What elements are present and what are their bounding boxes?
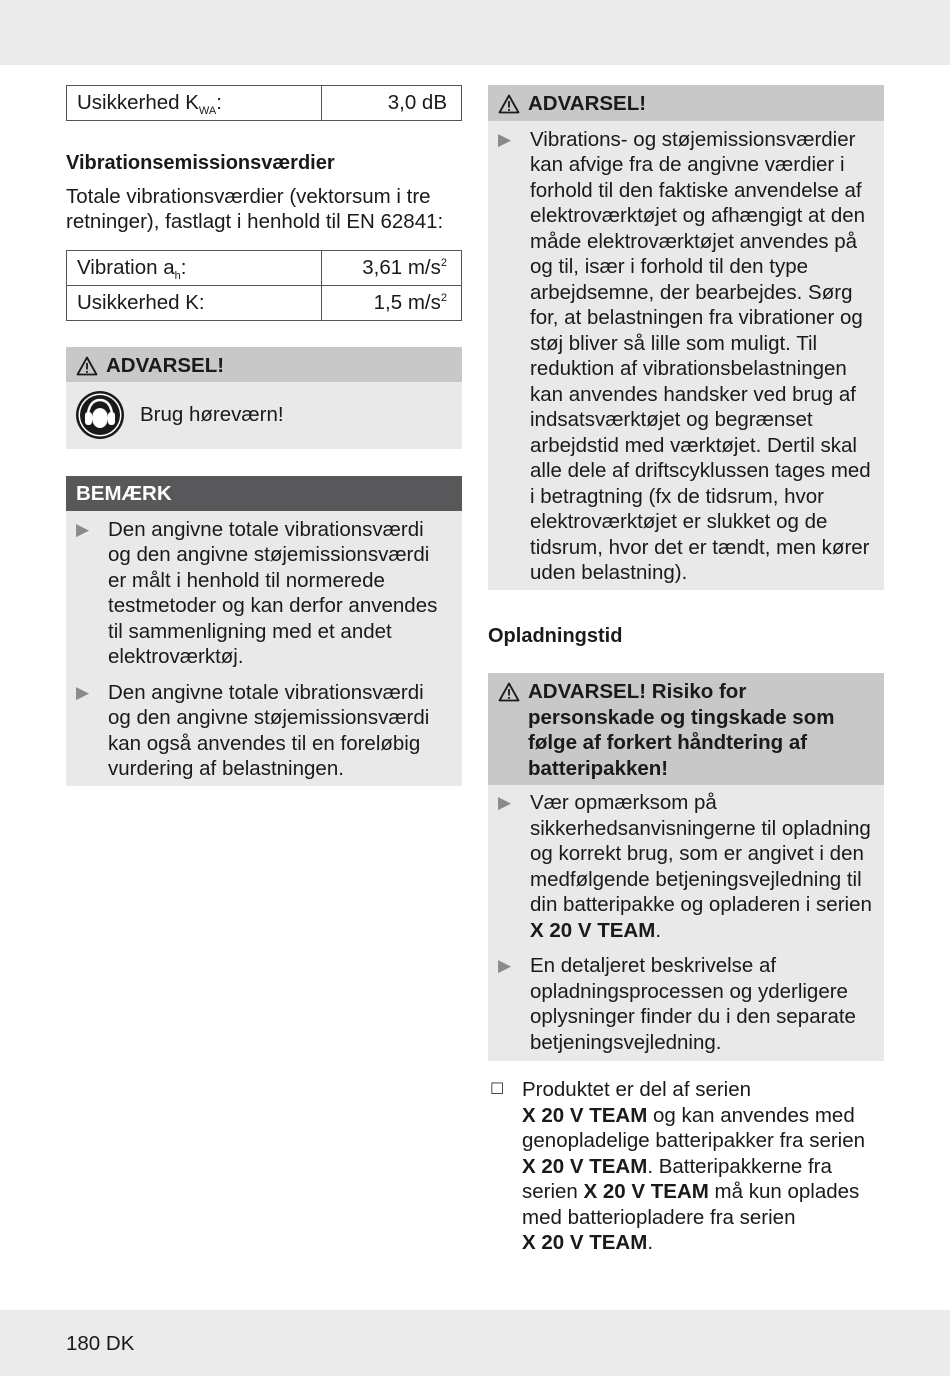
warning-title: ADVARSEL!: [528, 92, 647, 115]
warning-title: ADVARSEL! Risiko for personskade og tingskade som følge af forkert håndtering af batteripakken!: [528, 680, 835, 780]
table-row: [67, 250, 462, 285]
list-item: ▶ En detaljeret beskrivelse af opladningsprocessen og yderligere oplysninger finder du i den separate betjeningsvejledning.: [498, 954, 856, 1054]
warning-text: Brug høreværn!: [140, 403, 284, 427]
page-header-band: [0, 0, 950, 65]
checkbox-square-icon: ☐: [490, 1081, 505, 1098]
spec-label: Vibration a: [77, 255, 175, 279]
spec-label: Usikkerhed K:: [67, 285, 322, 320]
warning-triangle-icon: [498, 682, 520, 702]
bullet-arrow-icon: ▶: [76, 519, 90, 539]
warning-header: [488, 673, 884, 785]
bullet-arrow-icon: ▶: [498, 129, 512, 149]
noise-uncertainty-table: [66, 85, 462, 121]
warning-triangle-icon: [76, 356, 98, 376]
page-number: 180 DK: [66, 1332, 135, 1355]
right-column: [488, 85, 884, 1256]
spec-value: 3,61 m/s: [362, 255, 441, 279]
bullet-arrow-icon: ▶: [498, 956, 512, 975]
vibration-heading: Vibrationsemissionsværdier: [66, 152, 335, 174]
warning-title: ADVARSEL!: [106, 353, 225, 377]
battery-warning: [488, 673, 884, 1061]
note-box: [66, 476, 462, 786]
spec-value: 1,5 m/s: [373, 290, 441, 314]
list-item: ▶ Vibrations- og støjemissionsværdier kan afvige fra de angivne værdier i forhold til den faktiske anvendelse af elektroværktøjet og afhængigt at den måde elektroværktøjet anvendes på og til, især i forhold til den type arbejdsemne, der bearbejdes. Sørg for, at belastningen fra vibrationer og støj bliver så lille som muligt. Til reduktion af vibrationsbelastningen kan anvendes handsker ved brug af indsatsværktøjet og begrænset arbejdstid med værktøjet. Dertil skal alle dele af driftscyklussen tages med i betragtning (fx de tidsrum, hvor elektroværktøjet er slukket og de tidsrum, hvor det er tændt, men kører uden belastning).: [498, 127, 871, 584]
spec-label-colon: :: [216, 91, 222, 115]
spec-value: 3,0 dB: [322, 86, 462, 121]
spec-value-superscript: 2: [440, 291, 447, 304]
spec-label-subscript: WA: [198, 105, 217, 118]
page-footer-band: [0, 1310, 950, 1376]
list-item: ▶ Den angivne totale vibrationsværdi og den angivne støjemissionsværdi kan også anvendes til en foreløbig vurdering af belastningen.: [76, 680, 430, 780]
bullet-arrow-icon: ▶: [76, 682, 90, 702]
vibration-intro: Totale vibrationsværdier (vektorsum i tre retninger), fastlagt i henhold til EN 62841:: [66, 184, 444, 233]
spec-label: Usikkerhed K: [77, 91, 199, 115]
left-column: [66, 85, 462, 786]
warning-header: [66, 347, 462, 383]
vibration-table: [66, 250, 462, 321]
note-header: BEMÆRK: [66, 476, 462, 511]
spec-value-superscript: 2: [440, 256, 447, 269]
table-row: [67, 86, 462, 121]
hearing-protection-icon: [75, 390, 125, 440]
hearing-protection-warning: [66, 347, 462, 450]
charging-heading: Opladningstid: [488, 624, 623, 647]
warning-triangle-icon: [498, 94, 520, 114]
spec-label-subscript: h: [174, 269, 181, 282]
bullet-arrow-icon: ▶: [498, 793, 512, 812]
warning-header: [488, 85, 884, 121]
list-item: ▶ Vær opmærksom på sikkerhedsanvisningerne til opladning og korrekt brug, som er angivet i den medfølgende betjeningsvejledning til din batteripakke og opladeren i serien X 20 V TEAM.: [498, 791, 872, 942]
vibration-warning: [488, 85, 884, 590]
product-series-item: ☐ Produktet er del af serien X 20 V TEAM og kan anvendes med genopladelige batteripakker fra serien X 20 V TEAM. Batteripakkerne fra serien X 20 V TEAM må kun oplades med batteriopladere fra serien X 20 V TEAM.: [490, 1078, 866, 1254]
list-item: ▶ Den angivne totale vibrationsværdi og den angivne støjemissionsværdi er målt i henhold til normerede testmetoder og kan derfor anvendes til sammenligning med et andet elektroværktøj.: [76, 517, 438, 668]
table-row: [67, 285, 462, 320]
spec-label-colon: :: [180, 255, 187, 279]
